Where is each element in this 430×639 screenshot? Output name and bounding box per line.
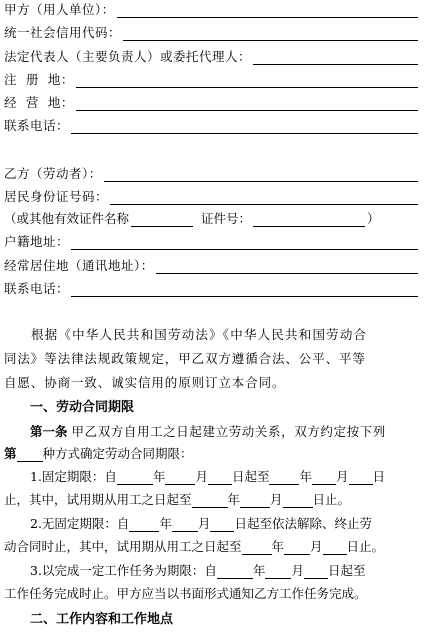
party-a-registered-address-field [4, 72, 418, 88]
fill-line[interactable] [253, 50, 418, 65]
party-a-phone-field [4, 118, 418, 134]
field-label: 乙方（劳动者）： [4, 166, 102, 181]
party-a-representative-field [4, 49, 418, 65]
month-text: 月 [291, 563, 304, 578]
from-text: 日起至 [231, 469, 270, 484]
field-label: 联系电话： [4, 118, 70, 133]
option-1-day-blank[interactable] [208, 471, 232, 485]
fill-line[interactable] [71, 119, 418, 134]
option-1-end-month-blank[interactable] [312, 471, 336, 485]
field-label: 注 册 地： [4, 72, 74, 87]
option-number-blank[interactable] [17, 448, 43, 462]
preamble-line-2: 同法》等法律法规政策规定，甲乙双方遵循合法、公平、平等 [4, 351, 366, 366]
fill-line[interactable] [71, 282, 418, 297]
party-b-hukou-field [4, 234, 418, 250]
article-1-text: 甲乙双方自用工之日起建立劳动关系，双方约定按下列 [71, 424, 386, 439]
end-text: 日止。 [312, 492, 351, 507]
option-1-line-2 [4, 492, 350, 508]
month-text: 月 [336, 469, 349, 484]
party-b-id-number-field [4, 189, 418, 205]
year-text: 年 [152, 469, 166, 484]
option-1-month-blank[interactable] [165, 471, 195, 485]
option-1-end-year-blank[interactable] [269, 471, 299, 485]
fill-line[interactable] [156, 259, 418, 274]
option-1-year-blank[interactable] [117, 471, 153, 485]
from-text: 日起至 [327, 563, 366, 578]
preamble-line-1: 根据《中华人民共和国劳动法》《中华人民共和国劳动合 [31, 327, 368, 342]
party-b-phone-field [4, 281, 418, 297]
option-3-month-blank[interactable] [265, 565, 291, 579]
day-text: 日 [372, 469, 386, 484]
fill-line[interactable] [104, 167, 418, 182]
option-2-day-blank[interactable] [210, 518, 234, 532]
article-1-line-2-text: 种方式确定劳动合同期限： [42, 446, 193, 461]
option-2-probation-month-blank[interactable] [284, 541, 310, 555]
option-3-line-2: 工作任务完成时止。甲方应当以书面形式通知乙方工作任务完成。 [4, 586, 367, 601]
other-id-name-blank[interactable] [131, 212, 193, 227]
fill-line[interactable] [71, 235, 418, 250]
option-3-year-blank[interactable] [217, 565, 253, 579]
option-3-day-blank[interactable] [304, 565, 328, 579]
option-1-prefix: 1.固定期限：自 [30, 469, 117, 484]
option-3-line-1 [30, 563, 365, 579]
field-label: 经常居住地（通讯地址）： [4, 258, 154, 273]
field-label: 户籍地址： [4, 234, 70, 249]
fill-line[interactable] [123, 26, 418, 41]
option-2-month-blank[interactable] [172, 518, 198, 532]
end-text: 日止。 [346, 539, 385, 554]
option-1-probation-year-blank[interactable] [192, 494, 228, 508]
option-2-probation-year-blank[interactable] [242, 541, 272, 555]
section-1-title: 一、劳动合同期限 [30, 400, 135, 415]
option-2-probation-text: 动合同时止，其中，试用期从用工之日起至 [4, 539, 242, 554]
month-text: 月 [310, 539, 323, 554]
field-label: 统一社会信用代码： [4, 25, 122, 40]
option-2-line-2 [4, 539, 384, 555]
party-a-credit-code-field [4, 25, 418, 41]
option-1-probation-month-blank[interactable] [240, 494, 270, 508]
year-text: 年 [271, 539, 285, 554]
fill-line[interactable] [76, 73, 418, 88]
field-label: 居民身份证号码： [4, 189, 109, 204]
preamble-line-3: 自愿、协商一致、诚实信用的原则订立本合同。 [4, 375, 286, 390]
fill-line[interactable] [110, 190, 418, 205]
option-2-mid-text: 日起至依法解除、终止劳 [234, 516, 372, 531]
other-id-suffix: ） [367, 211, 380, 226]
fill-line[interactable] [76, 96, 418, 111]
party-a-business-address-field [4, 95, 418, 111]
article-1-line-1 [30, 424, 386, 440]
option-1-line-1 [30, 469, 385, 485]
other-id-middle: 证件号： [201, 211, 252, 226]
article-1-line-2 [4, 446, 193, 462]
party-b-residence-field [4, 258, 418, 274]
field-label: 法定代表人（主要负责人）或委托代理人： [4, 49, 252, 64]
party-a-employer-field [4, 2, 418, 18]
field-label: 甲方（用人单位）： [4, 2, 115, 17]
article-1-label: 第一条 [30, 424, 68, 439]
year-text: 年 [227, 492, 241, 507]
option-3-prefix: 3.以完成一定工作任务为期限：自 [30, 563, 217, 578]
year-text: 年 [159, 516, 172, 531]
option-1-probation-day-blank[interactable] [283, 494, 313, 508]
option-1-probation-text: 止，其中，试用期从用工之日起至 [4, 492, 192, 507]
option-2-probation-day-blank[interactable] [323, 541, 347, 555]
article-1-di: 第 [4, 446, 17, 461]
option-2-year-blank[interactable] [129, 518, 159, 532]
option-2-prefix: 2.无固定期限：自 [30, 516, 130, 531]
month-text: 月 [195, 469, 208, 484]
fill-line[interactable] [117, 3, 418, 18]
option-2-line-1 [30, 516, 372, 532]
year-text: 年 [252, 563, 266, 578]
option-1-end-day-blank[interactable] [349, 471, 373, 485]
other-id-number-blank[interactable] [253, 212, 365, 227]
party-b-worker-field [4, 166, 418, 182]
year-text: 年 [299, 469, 312, 484]
party-b-other-id-field [4, 211, 418, 227]
section-2-title: 二、工作内容和工作地点 [30, 612, 174, 627]
field-label: 经 营 地： [4, 95, 74, 110]
field-label: 联系电话： [4, 281, 70, 296]
month-text: 月 [270, 492, 283, 507]
month-text: 月 [197, 516, 211, 531]
other-id-prefix: （或其他有效证件名称 [4, 211, 130, 226]
